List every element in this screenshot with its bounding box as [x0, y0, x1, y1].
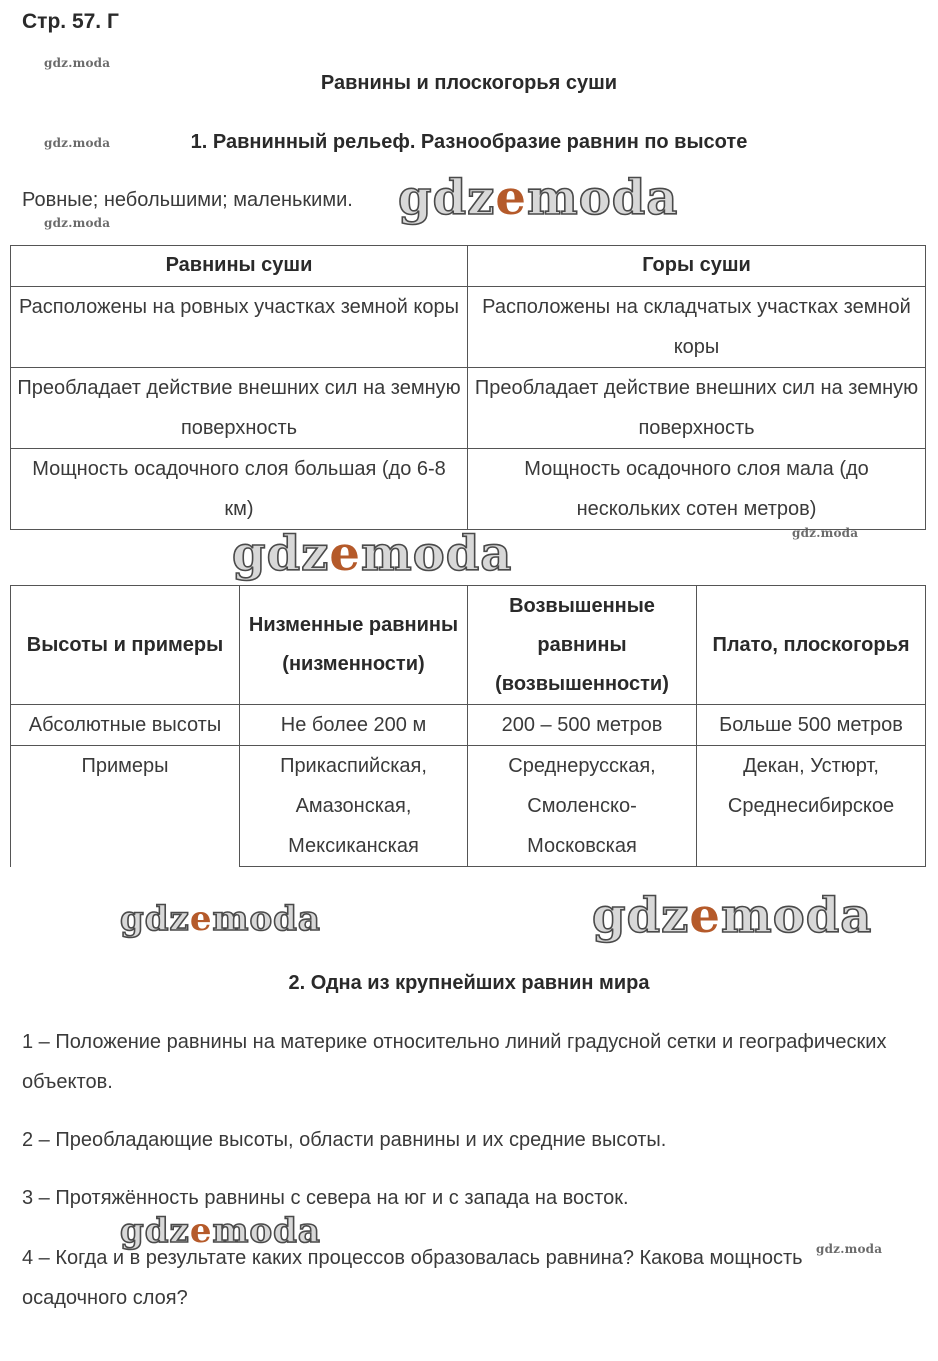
- watermark-small: gdz.moda: [792, 526, 859, 540]
- table-cell: Не более 200 м: [240, 705, 468, 746]
- plains-vs-mountains-table: [10, 245, 926, 530]
- table-header-cell: Возвышенные равнины (возвышенности): [468, 586, 697, 705]
- table-row: [11, 705, 926, 746]
- table-cell: Среднерусская, Смоленско-Московская: [468, 746, 697, 867]
- plain-heights-table: [10, 585, 926, 867]
- list-item: 1 – Положение равнины на материке относительно линий градусной сетки и географических объектов.: [22, 1031, 887, 1093]
- table-header-cell: Высоты и примеры: [11, 586, 240, 705]
- watermark-large: gdzemoda: [120, 1211, 321, 1251]
- table-row-label: Примеры: [11, 746, 240, 867]
- table-header-cell: Равнины суши: [11, 246, 468, 287]
- watermark-large: gdzemoda: [232, 526, 513, 582]
- list-item: 3 – Протяжённость равнины с севера на юг и с запада на восток.: [22, 1187, 629, 1209]
- table-cell: Больше 500 метров: [697, 705, 926, 746]
- watermark-small: gdz.moda: [44, 136, 111, 150]
- section1-answer: Ровные; небольшими; маленькими.: [22, 189, 353, 211]
- watermark-large: gdzemoda: [592, 888, 873, 944]
- table-cell: Преобладает действие внешних сил на земную поверхность: [468, 368, 926, 449]
- table-row: [11, 449, 926, 530]
- page-reference-cut-letter: Г: [106, 10, 119, 33]
- table-cell: Прикаспийская, Амазонская, Мексиканская: [240, 746, 468, 867]
- table-header-cell: Плато, плоскогорья: [697, 586, 926, 705]
- page-title: Равнины и плоскогорья суши: [320, 72, 618, 94]
- list-item: 4 – Когда и в результате каких процессов образовалась равнина? Какова мощность осадочного слоя?: [22, 1247, 803, 1309]
- table-header-cell: Низменные равнины (низменности): [240, 586, 468, 705]
- table-row-label: Абсолютные высоты: [11, 705, 240, 746]
- watermark-large: gdzemoda: [120, 899, 321, 939]
- page-reference: Стр. 57. Г: [22, 10, 119, 33]
- table-row: [11, 368, 926, 449]
- table-cell: Декан, Устюрт, Среднесибирское: [697, 746, 926, 867]
- section2-heading: 2. Одна из крупнейших равнин мира: [288, 972, 650, 994]
- table-cell: Мощность осадочного слоя мала (до нескольких сотен метров): [468, 449, 926, 530]
- table-cell: 200 – 500 метров: [468, 705, 697, 746]
- table-header-row: [11, 246, 926, 287]
- table-row: [11, 746, 926, 867]
- table-row: [11, 287, 926, 368]
- watermark-small: gdz.moda: [816, 1242, 883, 1256]
- table-cell: Расположены на ровных участках земной коры: [11, 287, 468, 368]
- watermark-small: gdz.moda: [44, 56, 111, 70]
- section1-heading: 1. Равнинный рельеф. Разнообразие равнин по высоте: [190, 131, 748, 153]
- table-header-row: [11, 586, 926, 705]
- watermark-small: gdz.moda: [44, 216, 111, 230]
- watermark-large: gdzemoda: [398, 170, 679, 226]
- list-item: 2 – Преобладающие высоты, области равнины и их средние высоты.: [22, 1129, 667, 1151]
- table-header-cell: Горы суши: [468, 246, 926, 287]
- table-cell: Расположены на складчатых участках земной коры: [468, 287, 926, 368]
- table-cell: Мощность осадочного слоя большая (до 6-8 км): [11, 449, 468, 530]
- table-cell: Преобладает действие внешних сил на земную поверхность: [11, 368, 468, 449]
